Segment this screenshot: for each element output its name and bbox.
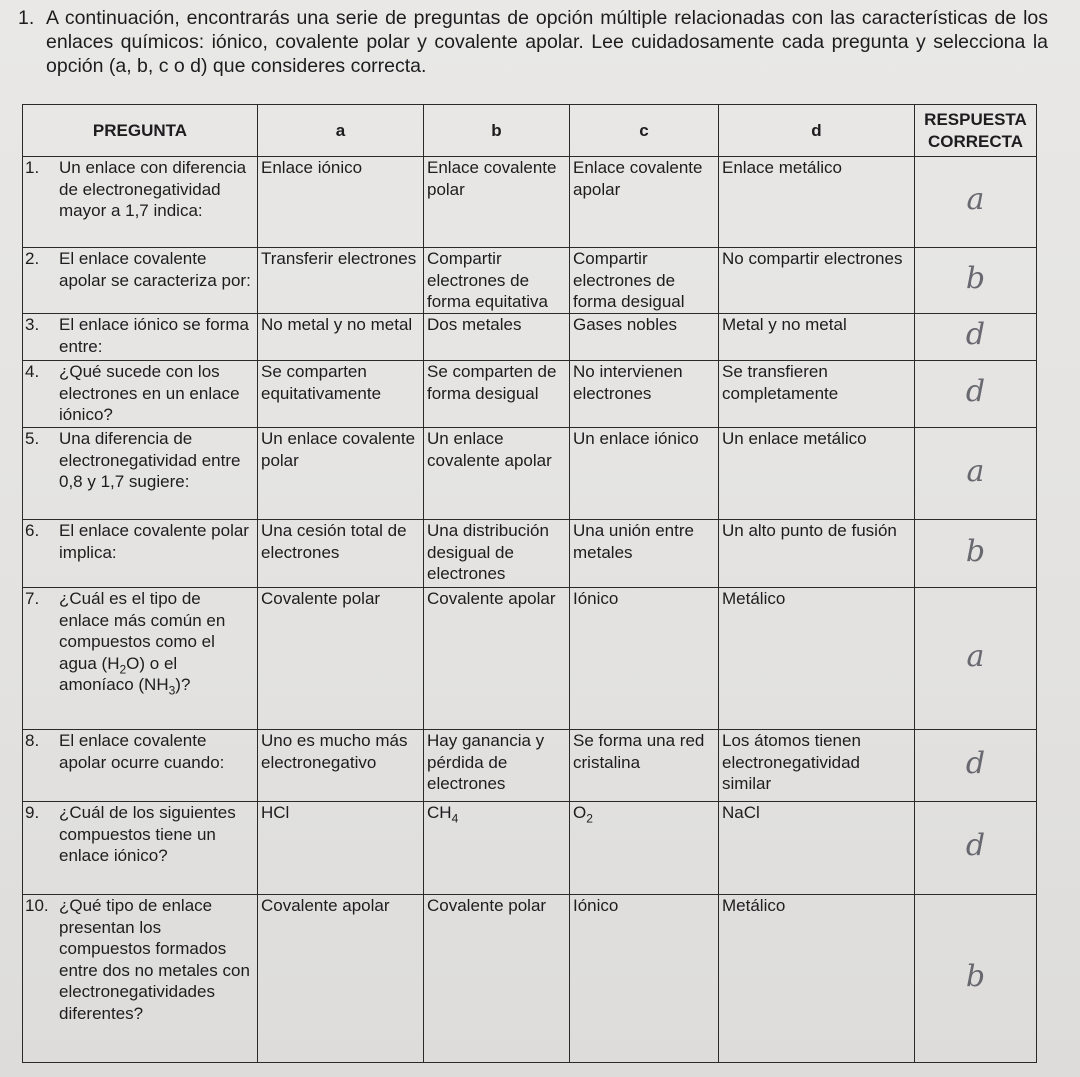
option-d: Se transfieren completamente	[719, 361, 915, 428]
option-c: Enlace covalente apolar	[570, 157, 719, 248]
quiz-table	[22, 104, 1037, 1063]
question-text: ¿Cuál de los siguientes compuestos tiene un enlace iónico?	[59, 803, 236, 865]
header-row	[23, 105, 1037, 157]
table-row	[23, 361, 1037, 428]
table-row	[23, 248, 1037, 314]
header-option-c: c	[570, 105, 719, 157]
option-d: Un alto punto de fusión	[719, 520, 915, 588]
question-number: 7.	[25, 589, 40, 608]
option-a: HCl	[258, 802, 424, 895]
question-number: 6.	[25, 521, 40, 540]
option-b: Un enlace covalente apolar	[424, 428, 570, 520]
option-c: No intervienen electrones	[570, 361, 719, 428]
option-b: Compartir electrones de forma equitativa	[424, 248, 570, 314]
question-number: 4.	[25, 362, 40, 381]
option-b: Enlace covalente polar	[424, 157, 570, 248]
table-row	[23, 428, 1037, 520]
option-d: NaCl	[719, 802, 915, 895]
table-row	[23, 802, 1037, 895]
question-text: ¿Qué sucede con los electrones en un enlace iónico?	[59, 362, 240, 424]
header-option-d: d	[719, 105, 915, 157]
question-number: 10.	[25, 896, 49, 915]
question-text: El enlace covalente polar implica:	[59, 521, 249, 562]
question-text: Una diferencia de electronegatividad entre 0,8 y 1,7 sugiere:	[59, 429, 241, 491]
option-a: Un enlace covalente polar	[258, 428, 424, 520]
option-a: Covalente polar	[258, 588, 424, 730]
option-b: Una distribución desigual de electrones	[424, 520, 570, 588]
option-c: Un enlace iónico	[570, 428, 719, 520]
question-text: El enlace covalente apolar ocurre cuando:	[59, 731, 225, 772]
instructions-text: A continuación, encontrarás una serie de preguntas de opción múltiple relacionadas con las características de los enlaces químicos: iónico, covalente polar y covalente apolar. Lee cuidadosamente cada pregunta y selecciona la opción (a, b, c o d) que consideres correcta.	[46, 7, 1048, 77]
handwritten-answer: a	[966, 182, 985, 218]
header-option-b: b	[424, 105, 570, 157]
question-text: ¿Qué tipo de enlace presentan los compuestos formados entre dos no metales con electronegatividades diferentes?	[59, 896, 250, 1023]
instructions	[18, 6, 1048, 78]
handwritten-answer: d	[965, 317, 986, 353]
question-number: 5.	[25, 429, 40, 448]
option-d: No compartir electrones	[719, 248, 915, 314]
option-b: Hay ganancia y pérdida de electrones	[424, 730, 570, 802]
option-d: Metálico	[719, 895, 915, 1063]
option-a: No metal y no metal	[258, 314, 424, 361]
option-b: Covalente apolar	[424, 588, 570, 730]
option-b: Dos metales	[424, 314, 570, 361]
option-d: Un enlace metálico	[719, 428, 915, 520]
option-b: Se comparten de forma desigual	[424, 361, 570, 428]
table-row	[23, 314, 1037, 361]
question-number: 9.	[25, 803, 40, 822]
table-row	[23, 157, 1037, 248]
option-c: $O_2$	[570, 802, 719, 895]
handwritten-answer: b	[965, 958, 986, 994]
option-d: Metal y no metal	[719, 314, 915, 361]
handwritten-answer: a	[966, 453, 985, 489]
question-text: ¿Cuál es el tipo de enlace más común en compuestos como el agua $(H_2O)$ o el amoníaco $(NH_3)$?	[59, 589, 226, 698]
question-number: 2.	[25, 249, 40, 268]
option-c: Iónico	[570, 895, 719, 1063]
question-text: El enlace iónico se forma entre:	[59, 315, 249, 356]
option-a: Uno es mucho más electronegativo	[258, 730, 424, 802]
option-c: Se forma una red cristalina	[570, 730, 719, 802]
handwritten-answer: d	[965, 374, 986, 410]
option-a: Una cesión total de electrones	[258, 520, 424, 588]
question-number: 8.	[25, 731, 40, 750]
handwritten-answer: d	[965, 745, 986, 781]
header-option-a: a	[258, 105, 424, 157]
option-a: Covalente apolar	[258, 895, 424, 1063]
option-c: Gases nobles	[570, 314, 719, 361]
option-b: $CH_4$	[424, 802, 570, 895]
option-c: Compartir electrones de forma desigual	[570, 248, 719, 314]
option-c: Una unión entre metales	[570, 520, 719, 588]
table-row	[23, 520, 1037, 588]
instructions-number: 1.	[18, 7, 35, 29]
option-a: Se comparten equitativamente	[258, 361, 424, 428]
handwritten-answer: b	[965, 533, 986, 569]
table-row	[23, 895, 1037, 1063]
question-text: El enlace covalente apolar se caracteriza por:	[59, 249, 251, 290]
option-d: Los átomos tienen electronegatividad similar	[719, 730, 915, 802]
question-number: 1.	[25, 158, 40, 177]
option-b: Covalente polar	[424, 895, 570, 1063]
option-d: Metálico	[719, 588, 915, 730]
header-question: PREGUNTA	[23, 105, 258, 157]
header-answer: RESPUESTA CORRECTA	[915, 105, 1037, 157]
question-text: Un enlace con diferencia de electronegatividad mayor a 1,7 indica:	[59, 158, 247, 220]
option-a: Transferir electrones	[258, 248, 424, 314]
option-d: Enlace metálico	[719, 157, 915, 248]
table-row	[23, 588, 1037, 730]
table-row	[23, 730, 1037, 802]
option-c: Iónico	[570, 588, 719, 730]
handwritten-answer: b	[965, 260, 986, 296]
handwritten-answer: a	[966, 638, 985, 674]
question-number: 3.	[25, 315, 40, 334]
option-a: Enlace iónico	[258, 157, 424, 248]
handwritten-answer: d	[965, 828, 986, 864]
